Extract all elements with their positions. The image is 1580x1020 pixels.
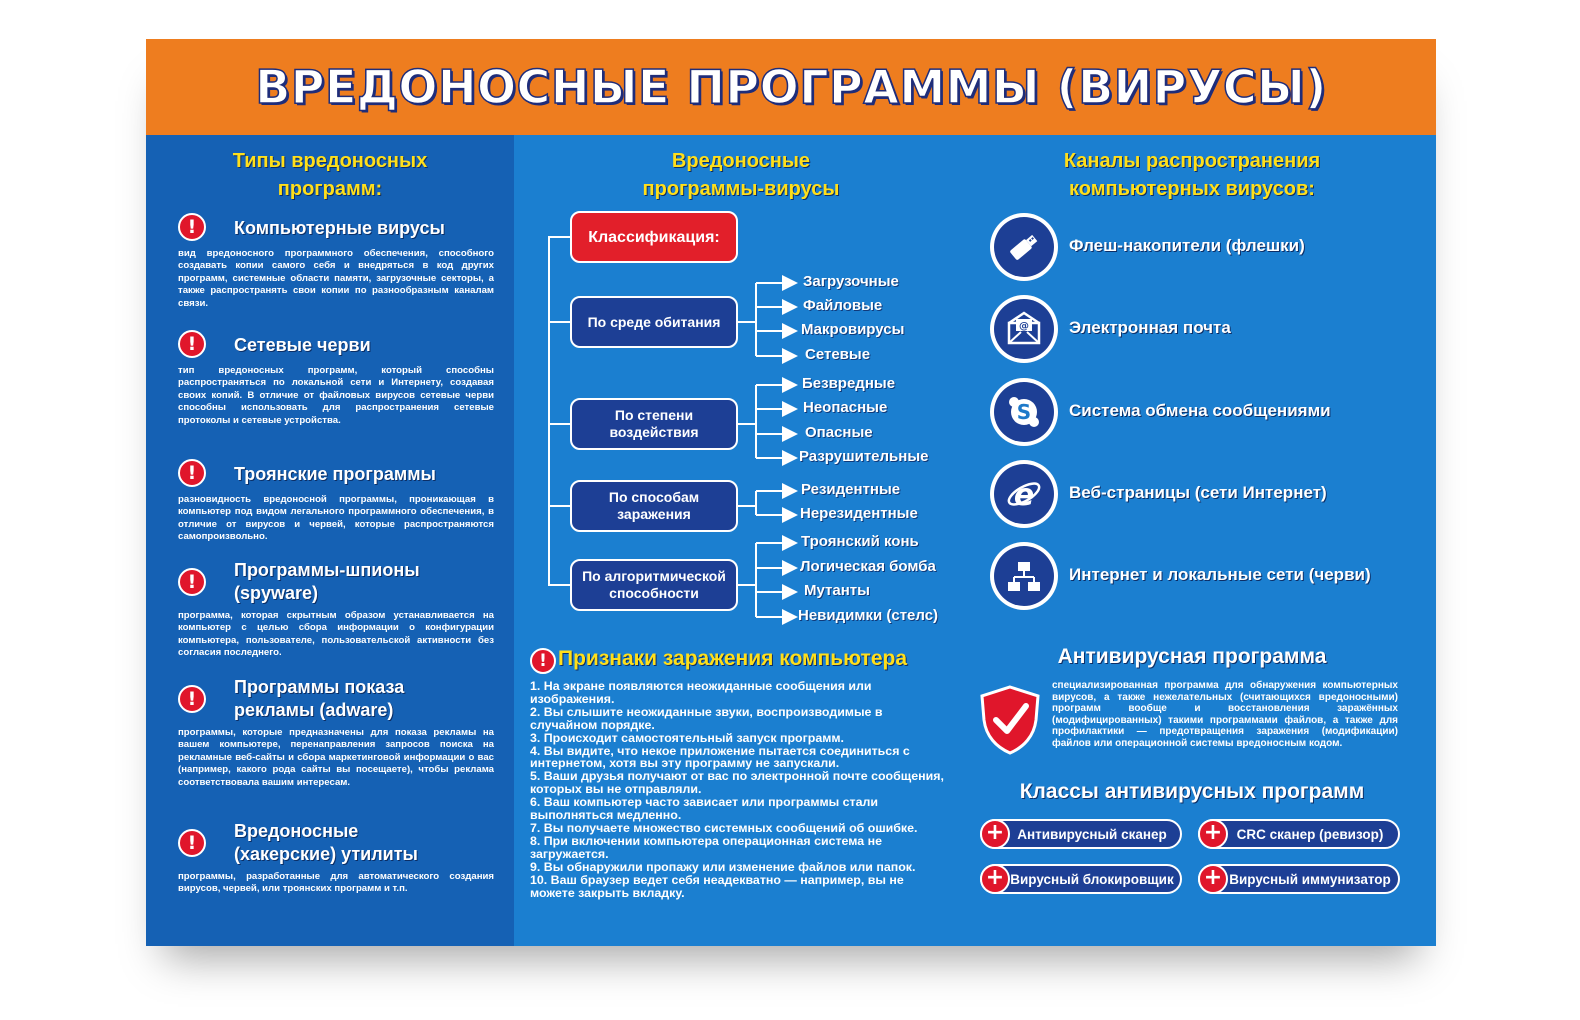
classification-node: Классификация: [570, 211, 738, 263]
leaf-item: Неопасные [803, 399, 888, 416]
leaf-item: Разрушительные [799, 448, 929, 465]
warning-icon: ! [178, 829, 206, 857]
types-heading-line2: программ: [277, 178, 383, 200]
antivirus-class-label: Вирусный иммунизатор [1229, 871, 1391, 887]
channel-label: Электронная почта [1069, 318, 1231, 337]
antivirus-class-badge [980, 819, 1182, 849]
antivirus-class-label: CRC сканер (ревизор) [1236, 826, 1384, 842]
type-title: Программы-шпионы (spyware) [234, 560, 420, 603]
warning-icon: ! [178, 685, 206, 713]
network-icon [990, 542, 1058, 610]
svg-text:@: @ [1019, 321, 1029, 332]
channels-heading-line1: Каналы распространения [1063, 150, 1321, 172]
leaf-item: Безвредные [802, 375, 896, 392]
list-item: 4. Вы видите, что некое приложение пытается соединиться с интернетом, хотя вы эту программу не запускали. [530, 743, 910, 771]
plus-icon: + [980, 864, 1010, 894]
group-node-impact: По степени воздействия [570, 398, 738, 450]
antivirus-class-badge [1198, 864, 1400, 894]
list-item: 7. Вы получаете множество системных сообщений об ошибке. [530, 820, 918, 835]
antivirus-title: Антивирусная программа [1057, 645, 1327, 668]
warning-icon: ! [178, 568, 206, 596]
channels-heading-line2: компьютерных вирусов: [1069, 178, 1315, 200]
leaf-item: Мутанты [804, 582, 870, 599]
type-title: Программы показа рекламы (adware) [234, 677, 405, 720]
warning-icon: ! [178, 459, 206, 487]
list-item: 8. При включении компьютера операционная система не загружается. [530, 833, 882, 861]
internet-explorer-icon [990, 460, 1058, 528]
leaf-item: Опасные [805, 424, 873, 441]
antivirus-class-label: Антивирусный сканер [1017, 826, 1167, 842]
warning-icon: ! [530, 648, 556, 674]
type-title: Троянские программы [234, 463, 436, 484]
email-icon [990, 295, 1058, 363]
group-node-infection: По способам заражения [570, 480, 738, 532]
classification-heading-line2: программы-вирусы [642, 178, 840, 200]
type-description: программы, которые предназначены для показа рекламы на вашем компьютере, перенаправления запросов поиска на рекламные веб-сайты и сбора маркетинговой информации о вас (например, какого рода сайты вы посещаете), чтобы реклама соответствовала вашим интересам. [178, 727, 494, 788]
list-item: 5. Ваши друзья получают от вас по электронной почте сообщения, которых вы не отправляли. [530, 769, 944, 797]
list-item: 9. Вы обнаружили пропажу или изменение файлов или папок. [530, 859, 916, 874]
plus-icon: + [1198, 864, 1228, 894]
type-description: разновидность вредоносной программы, проникающая в компьютер под видом легального программного обеспечения, в отличие от вирусов и червей, которые распространяются самопроизвольно. [178, 494, 494, 543]
plus-icon: + [1198, 819, 1228, 849]
infection-signs-list [530, 680, 950, 899]
antivirus-class-badge [980, 864, 1182, 894]
leaf-item: Логическая бомба [800, 558, 936, 575]
leaf-item: Сетевые [805, 346, 871, 363]
antivirus-class-label: Вирусный блокировщик [1010, 871, 1174, 887]
leaf-item: Троянский конь [801, 533, 919, 550]
type-title: Сетевые черви [234, 334, 371, 355]
channel-label: Веб-страницы (сети Интернет) [1069, 483, 1327, 502]
leaf-item: Загрузочные [803, 273, 899, 290]
warning-icon: ! [178, 213, 206, 241]
leaf-item: Файловые [803, 297, 883, 314]
channel-label: Система обмена сообщениями [1069, 401, 1331, 420]
antivirus-description: специализированная программа для обнаружения компьютерных вирусов, а также нежелательных (считающихся вредоносными) программ вообще и восстановления заражённых (модифицированных) такими программами файлов, а также для профилактики — предотвращения заражения (модификации) файлов или операционной системы вредоносным кодом. [1052, 680, 1398, 749]
list-item: 3. Происходит самостоятельный запуск программ. [530, 730, 844, 745]
leaf-item: Нерезидентные [800, 505, 918, 522]
channel-label: Флеш-накопители (флешки) [1069, 236, 1305, 255]
svg-text:S: S [1016, 400, 1032, 424]
svg-text:e: e [1013, 478, 1035, 513]
type-title: Вредоносные (хакерские) утилиты [234, 821, 418, 864]
poster [146, 39, 1436, 946]
type-description: программы, разработанные для автоматического создания вирусов, червей, или троянских программ и т.п. [178, 871, 494, 895]
group-node-habitat: По среде обитания [570, 296, 738, 348]
list-item: 1. На экране появляются неожиданные сообщения или изображения. [530, 679, 872, 706]
antivirus-classes-title: Классы антивирусных программ [1019, 780, 1365, 803]
leaf-item: Резидентные [801, 481, 901, 498]
type-description: программа, которая скрытным образом устанавливается на компьютер с целью сбора информации о конфигурации компьютера, пользователе, пользовательской активности без согласия последнего. [178, 610, 494, 659]
warning-icon: ! [178, 330, 206, 358]
group-node-algorithm: По алгоритмической способности [570, 559, 738, 611]
skype-icon [990, 378, 1058, 446]
page-title: ВРЕДОНОСНЫЕ ПРОГРАММЫ (ВИРУСЫ) [255, 60, 1327, 114]
leaf-item: Невидимки (стелс) [798, 607, 939, 624]
type-description: тип вредоносных программ, который способны распространяться по локальной сети и Интернету, создавая своих копий. В отличие от файловых вирусов сетевые черви способны использовать для распространения сетевые протоколы и сетевые устройства. [178, 365, 494, 426]
antivirus-class-badge [1198, 819, 1400, 849]
type-title: Компьютерные вирусы [234, 217, 445, 238]
shield-check-icon [978, 684, 1042, 756]
list-item: 6. Ваш компьютер часто зависает или программы стали выполняться медленно. [530, 795, 879, 823]
classification-heading-line1: Вредоносные [671, 150, 811, 172]
usb-flash-icon [990, 213, 1058, 281]
plus-icon: + [980, 819, 1010, 849]
infection-signs-title: Признаки заражения компьютера [558, 647, 908, 670]
channel-label: Интернет и локальные сети (черви) [1069, 565, 1371, 584]
channels-heading [1002, 147, 1382, 203]
leaf-item: Макровирусы [801, 321, 905, 338]
list-item: 10. Ваш браузер ведет себя неадекватно — например, вы не можете закрыть вкладку. [530, 872, 904, 900]
type-description: вид вредоносного программного обеспечения, способного создавать копии самого себя и внедряться в код других программ, системные области памяти, загрузочные секторы, а также распространять свои копии по разнообразным каналам связи. [178, 248, 494, 309]
list-item: 2. Вы слышите неожиданные звуки, воспроизводимые в случайном порядке. [530, 704, 883, 732]
types-heading-line1: Типы вредоносных [232, 150, 428, 172]
